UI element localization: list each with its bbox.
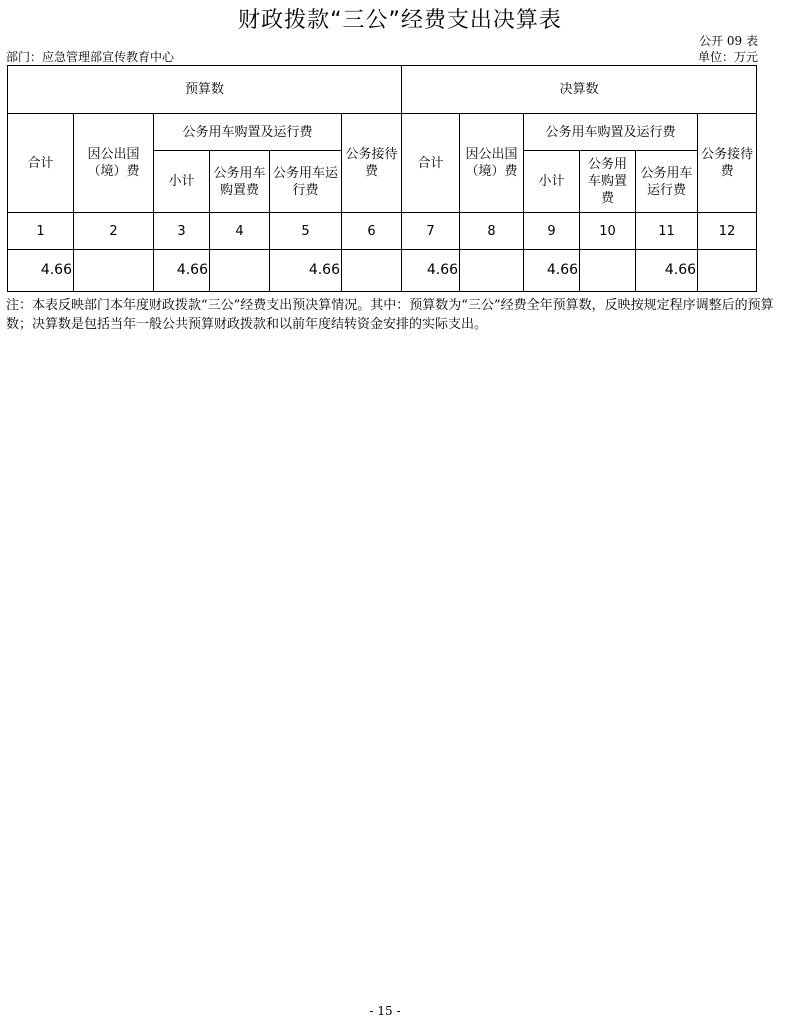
final-subtotal-header: 小计	[524, 151, 580, 213]
column-number: 9	[524, 213, 580, 250]
page-number: - 15 -	[369, 1004, 401, 1018]
column-number: 12	[698, 213, 757, 250]
budget-vehicle-purchase-value	[210, 250, 270, 292]
column-number: 11	[636, 213, 698, 250]
report-title: 财政拨款“三公”经费支出决算表	[238, 8, 562, 33]
column-number: 6	[342, 213, 402, 250]
final-reception-header: 公务接待费	[698, 114, 757, 213]
column-number: 4	[210, 213, 270, 250]
column-number: 8	[460, 213, 524, 250]
budget-vehicle-operation-value: 4.66	[270, 250, 342, 292]
column-number: 2	[74, 213, 154, 250]
budget-vehicle-group-header: 公务用车购置及运行费	[154, 114, 342, 151]
column-number: 10	[580, 213, 636, 250]
three-public-expenditure-table	[7, 65, 757, 292]
final-abroad-header: 因公出国（境）费	[460, 114, 524, 213]
final-total-header: 合计	[402, 114, 460, 213]
department-label: 部门：应急管理部宣传教育中心	[6, 50, 175, 64]
budget-vehicle-operation-header: 公务用车运行费	[270, 151, 342, 213]
final-vehicle-operation-header: 公务用车运行费	[636, 151, 698, 213]
final-group-header: 决算数	[402, 66, 757, 114]
final-vehicle-purchase-value	[580, 250, 636, 292]
budget-subtotal-header: 小计	[154, 151, 210, 213]
form-number: 公开 09 表	[699, 34, 758, 48]
budget-total-value: 4.66	[8, 250, 74, 292]
budget-total-header: 合计	[8, 114, 74, 213]
budget-abroad-value	[74, 250, 154, 292]
final-total-value: 4.66	[402, 250, 460, 292]
final-abroad-value	[460, 250, 524, 292]
budget-reception-value	[342, 250, 402, 292]
budget-abroad-header: 因公出国（境）费	[74, 114, 154, 213]
final-reception-value	[698, 250, 757, 292]
budget-vehicle-purchase-header: 公务用车购置费	[210, 151, 270, 213]
final-vehicle-purchase-header: 公务用车购置费	[580, 151, 636, 213]
final-vehicle-group-header: 公务用车购置及运行费	[524, 114, 698, 151]
budget-subtotal-value: 4.66	[154, 250, 210, 292]
budget-reception-header: 公务接待费	[342, 114, 402, 213]
budget-group-header: 预算数	[8, 66, 402, 114]
column-number: 3	[154, 213, 210, 250]
table-note: 注：本表反映部门本年度财政拨款“三公”经费支出预决算情况。其中：预算数为“三公”经费全年预算数，反映按规定程序调整后的预算数；决算数是包括当年一般公共预算财政拨款和以前年度结转资金安排的实际支出。	[6, 298, 774, 332]
unit-label: 单位：万元	[697, 50, 758, 64]
final-vehicle-operation-value: 4.66	[636, 250, 698, 292]
column-number: 5	[270, 213, 342, 250]
column-number: 7	[402, 213, 460, 250]
column-number: 1	[8, 213, 74, 250]
final-subtotal-value: 4.66	[524, 250, 580, 292]
